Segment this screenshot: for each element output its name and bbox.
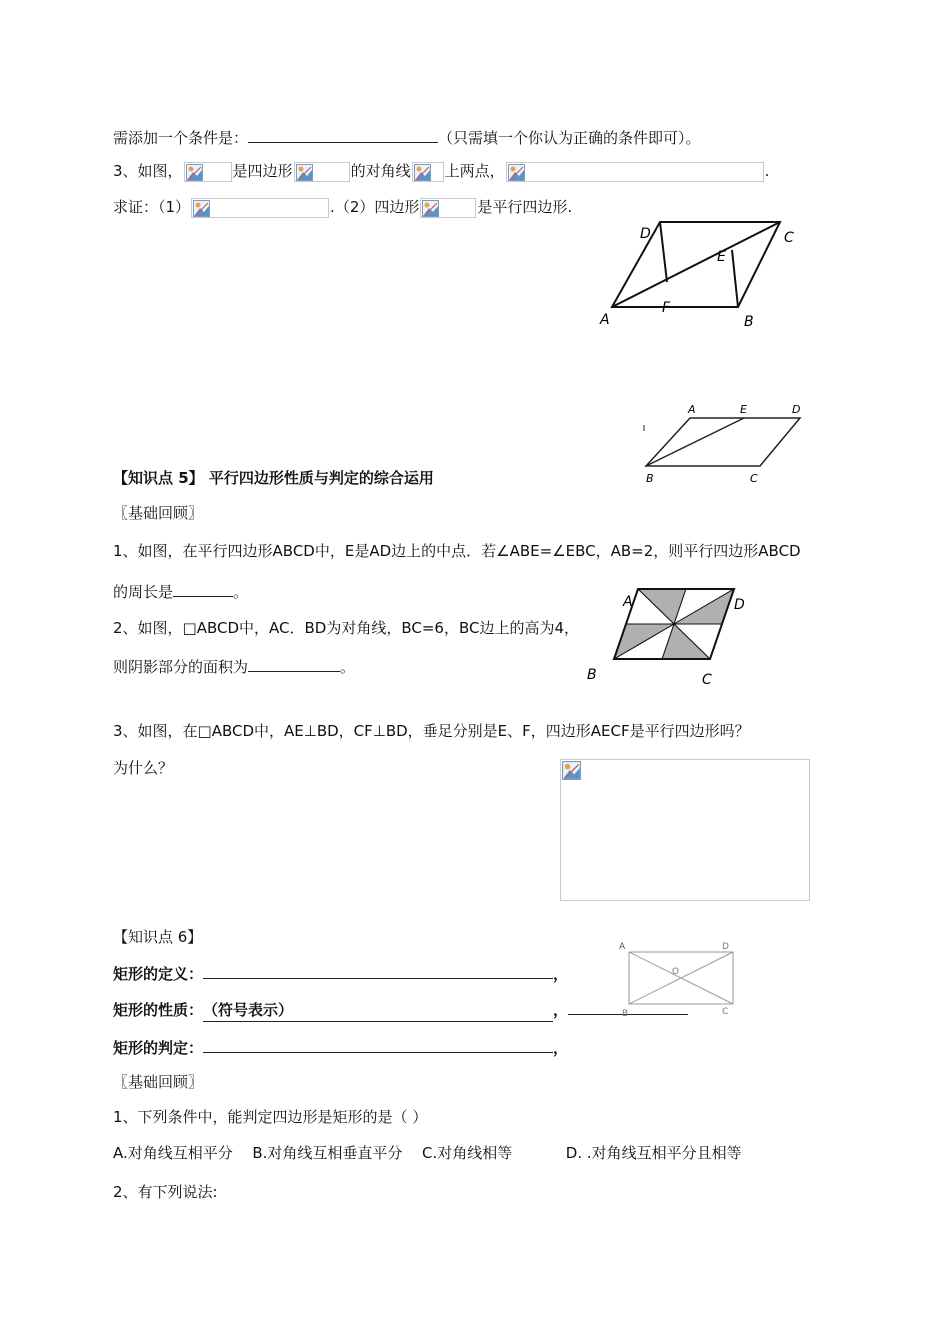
- label-d: D: [792, 403, 801, 416]
- label-a: A: [623, 594, 633, 610]
- label-c: C: [784, 230, 794, 246]
- question-text: 是四边形: [232, 162, 293, 180]
- label-d: D: [734, 597, 745, 613]
- label-b: B: [744, 314, 754, 330]
- shaded-parallelogram-figure: [578, 582, 758, 690]
- label-a: A: [619, 942, 626, 952]
- kp5-question-3-line2: 为什么？: [113, 759, 174, 777]
- kp5-question-2-line2: [113, 655, 355, 678]
- option-c[interactable]: C.对角线相等: [421, 1144, 513, 1162]
- broken-image-icon: [412, 162, 444, 182]
- rect-definition-line: [113, 962, 568, 985]
- label-c: C: [722, 1007, 729, 1017]
- option-b[interactable]: B.对角线互相垂直平分: [252, 1144, 403, 1162]
- question-text: 则阴影部分的面积为: [113, 658, 249, 676]
- comma-text: ，: [553, 1039, 569, 1057]
- label-a: A: [600, 312, 610, 328]
- answer-blank[interactable]: [248, 126, 438, 143]
- broken-image-icon: [184, 162, 232, 182]
- question-text: .: [764, 162, 770, 180]
- kp5-question-2: 2、如图，□ABCD中，AC．BD为对角线，BC=6，BC边上的高为4，: [113, 619, 579, 637]
- option-d[interactable]: D. .对角线互相平分且相等: [565, 1144, 742, 1162]
- rect-property-line: [113, 998, 688, 1022]
- condition-hint: （只需填一个你认为正确的条件即可）。: [438, 129, 701, 147]
- answer-blank[interactable]: [173, 580, 233, 597]
- broken-image-icon: [294, 162, 350, 182]
- label-o: O: [672, 967, 680, 977]
- question-text: 。: [340, 658, 356, 676]
- condition-text: 需添加一个条件是：: [113, 129, 249, 147]
- figure-image-placeholder: [560, 759, 810, 901]
- section-title-kp6: 【知识点 6】: [113, 928, 203, 946]
- property-label: 矩形的性质：: [113, 1001, 204, 1019]
- parallelogram-figure-1: [590, 212, 810, 337]
- question-text: 。: [233, 583, 249, 601]
- label-b: B: [587, 667, 597, 683]
- review-heading: 〖基础回顾〗: [113, 1073, 204, 1091]
- broken-image-icon: [191, 198, 329, 218]
- judgement-blank[interactable]: [203, 1036, 553, 1053]
- rect-question-1: 1、下列条件中，能判定四边形是矩形的是（ ）: [113, 1108, 428, 1126]
- comma-text: ，: [553, 1001, 569, 1019]
- question-text: 上两点，: [444, 162, 505, 180]
- definition-label: 矩形的定义：: [113, 965, 204, 983]
- rect-question-1-options: [113, 1142, 742, 1164]
- prove-line: [113, 196, 572, 218]
- judgement-label: 矩形的判定：: [113, 1039, 204, 1057]
- label-e: E: [740, 403, 747, 416]
- label-b: B: [622, 1009, 629, 1019]
- section-title-kp5: 【知识点 5】 平行四边形性质与判定的综合运用: [113, 469, 434, 487]
- comma-text: ，: [553, 965, 569, 983]
- rect-question-2: 2、有下列说法:: [113, 1183, 218, 1201]
- rect-judgement-line: [113, 1036, 568, 1059]
- question-text: 的对角线: [350, 162, 411, 180]
- label-f: F: [662, 300, 671, 316]
- label-a: A: [688, 403, 696, 416]
- condition-line: [113, 126, 701, 149]
- kp5-question-1-line2: [113, 580, 248, 603]
- prove-text: .（2）四边形: [330, 198, 420, 216]
- question-number: 3、如图，: [113, 162, 183, 180]
- question-text: 的周长是: [113, 583, 174, 601]
- review-heading: 〖基础回顾〗: [113, 504, 204, 522]
- definition-blank[interactable]: [203, 962, 553, 979]
- label-e: E: [717, 249, 726, 265]
- parallelogram-figure-2: [638, 398, 818, 488]
- label-d: D: [722, 942, 729, 952]
- kp5-question-1: 1、如图，在平行四边形ABCD中，E是AD边上的中点．若∠ABE=∠EBC，AB=2，则平行四边形ABCD: [113, 542, 801, 560]
- broken-image-icon: [562, 761, 581, 780]
- prove-text: 是平行四边形.: [477, 198, 573, 216]
- property-hint: （符号表示）: [203, 1001, 294, 1019]
- broken-image-icon: [506, 162, 764, 182]
- rectangle-figure: [614, 938, 744, 1020]
- label-d: D: [640, 226, 651, 242]
- label-c: C: [702, 672, 712, 688]
- answer-blank[interactable]: [248, 655, 340, 672]
- prove-label: 求证：（1）: [113, 198, 191, 216]
- option-a[interactable]: A.对角线互相平分: [113, 1144, 233, 1162]
- question-3: [113, 160, 769, 182]
- broken-image-icon: [420, 198, 476, 218]
- label-c: C: [750, 472, 758, 485]
- kp5-question-3: 3、如图，在□ABCD中，AE⊥BD，CF⊥BD，垂足分别是E、F，四边形AECF是平行四边形吗？: [113, 722, 750, 740]
- label-b: B: [646, 472, 654, 485]
